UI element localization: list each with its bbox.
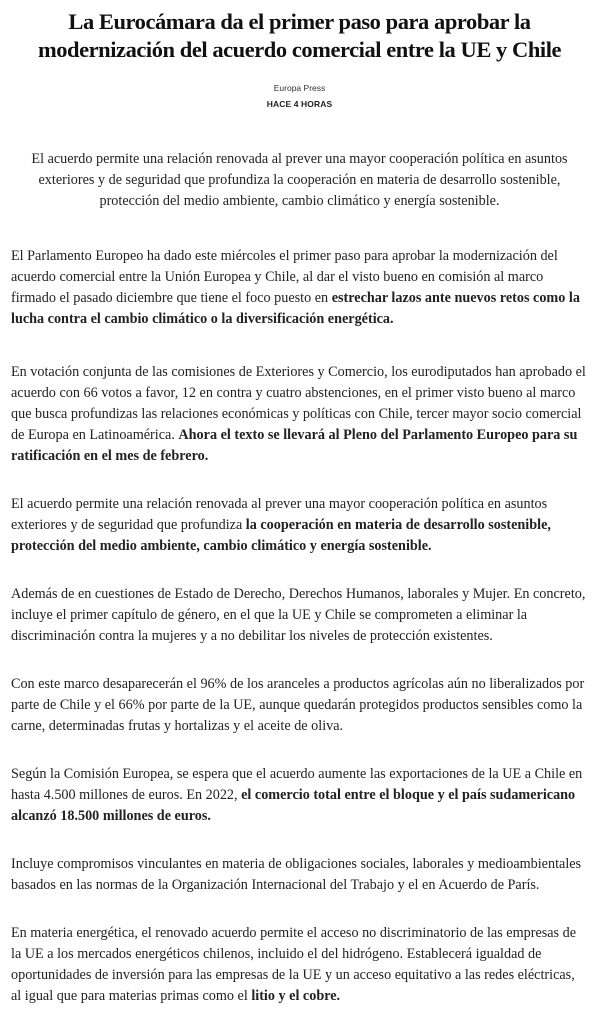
article-body — [11, 246, 588, 1007]
article-paragraph-1: El Parlamento Europeo ha dado este miércoles el primer paso para aprobar la modernización del acuerdo comercial entre la Unión Europea y Chile, al dar el visto bueno en comisión al marco firmado el pasado diciembre que tiene el foco puesto en estrechar lazos ante nuevos retos como la lucha contra el cambio climático o la diversificación energética. — [11, 248, 580, 327]
article-paragraph-5: Con este marco desaparecerán el 96% de los aranceles a productos agrícolas aún no liberalizados por parte de Chile y el 66% por parte de la UE, aunque quedarán protegidos productos sensibles como la carne, determinadas frutas y hortalizas y el aceite de oliva. — [11, 676, 585, 734]
article-meta — [11, 82, 588, 110]
article-paragraph-4: Además de en cuestiones de Estado de Derecho, Derechos Humanos, laborales y Mujer. En concreto, incluye el primer capítulo de género, en el que la UE y Chile se comprometen a eliminar la discriminación contra la mujeres y a no debilitar los niveles de protección existentes. — [11, 586, 586, 644]
article-page — [0, 8, 600, 1007]
article-paragraph-7: Incluye compromisos vinculantes en materia de obligaciones sociales, laborales y medioambientales basados en las normas de la Organización Internacional del Trabajo y el en Acuerdo de París. — [11, 856, 582, 893]
article-source[interactable]: Europa Press — [273, 83, 326, 93]
article-paragraph-6: Según la Comisión Europea, se espera que el acuerdo aumente las exportaciones de la UE a Chile en hasta 4.500 millones de euros. En 2022, el comercio total entre el bloque y el país sudamericano alcanzó 18.500 millones de euros. — [11, 766, 583, 824]
article-title: La Eurocámara da el primer paso para aprobar la modernización del acuerdo comercial entre la UE y Chile — [37, 9, 562, 62]
article-paragraph-8: En materia energética, el renovado acuerdo permite el acceso no discriminatorio de las empresas de la UE a los mercados energéticos chilenos, incluido el del hidrógeno. Establecerá igualdad de oportunidades de inversión para las empresas de la UE y un acceso equitativo a las redes eléctricas, al igual que para materias primas como el litio y el cobre. — [11, 925, 577, 1004]
article-lead: El acuerdo permite una relación renovada al prever una mayor cooperación política en asuntos exteriores y de seguridad que profundiza la cooperación en materia de desarrollo sostenible, protección del medio ambiente, cambio climático y energía sostenible. — [31, 151, 568, 209]
article-paragraph-3: El acuerdo permite una relación renovada al prever una mayor cooperación política en asuntos exteriores y de seguridad que profundiza la cooperación en materia de desarrollo sostenible, protección del medio ambiente, cambio climático y energía sostenible. — [11, 496, 551, 554]
article-paragraph-2: En votación conjunta de las comisiones de Exteriores y Comercio, los eurodiputados han aprobado el acuerdo con 66 votos a favor, 12 en contra y cuatro abstenciones, en el primer visto bueno al marco que busca profundizas las relaciones económicas y políticas con Chile, tercer mayor socio comercial de Europa en Latinoamérica. Ahora el texto se llevará al Pleno del Parlamento Europeo para su ratificación en el mes de febrero. — [11, 364, 586, 464]
article-timestamp: HACE 4 HORAS — [266, 99, 333, 109]
